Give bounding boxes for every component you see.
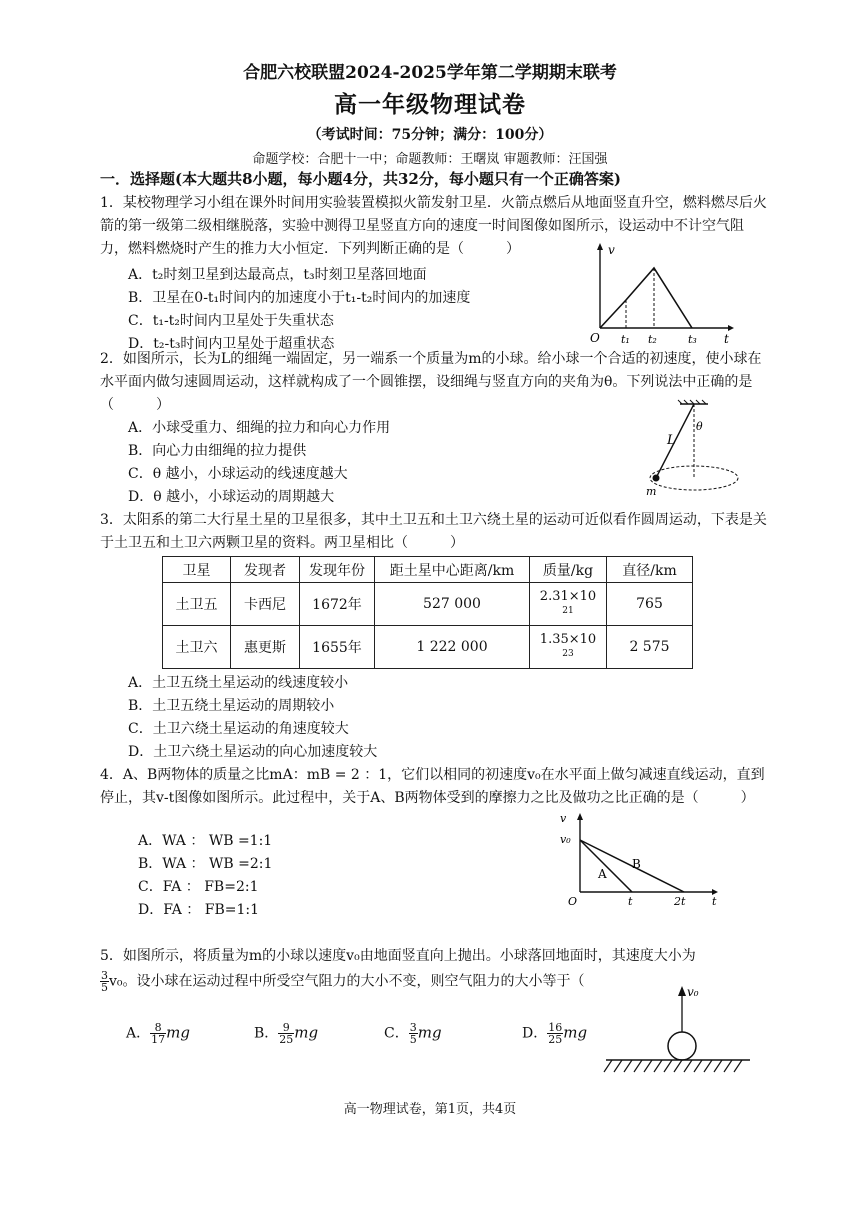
q4-v0-label: v₀ — [560, 833, 571, 846]
question-5-stem-line1: 5．如图所示，将质量为m的小球以速度v₀由地面竖直向上抛出。小球落回地面时，其速度大小为 — [100, 948, 696, 964]
exam-title: 合肥六校联盟2024-2025学年第二学期期末联考 — [243, 63, 617, 83]
mass-mantissa: 2.31×10 — [539, 589, 597, 604]
q1-t1-label: t₁ — [621, 333, 630, 346]
q4-origin-label: O — [568, 895, 578, 908]
section-heading: 一．选择题(本大题共8小题，每小题4分，共32分，每小题只有一个正确答案) — [100, 170, 621, 188]
mass-exponent: 23 — [562, 649, 574, 659]
question-5-figure — [600, 976, 756, 1080]
table-header: 发现年份 — [300, 557, 375, 583]
question-4-vt-graph — [560, 812, 726, 908]
q2-theta-label: θ — [696, 420, 703, 433]
exam-subtitle: 高一年级物理试卷 — [334, 91, 526, 118]
table-cell: 惠更斯 — [231, 626, 300, 669]
question-1-option-d: D．t₂-t₃时间内卫星处于超重状态 — [128, 336, 335, 352]
q4-t-label: t — [628, 895, 633, 908]
question-4-option-b: B．WA ： WB =2:1 — [138, 856, 273, 872]
exam-info: （考试时间：75分钟；满分：100分） — [307, 127, 553, 143]
table-cell: 2 575 — [607, 626, 693, 669]
question-3-stem: 3．太阳系的第二大行星土星的卫星很多，其中土卫五和土卫六绕土星的运动可近似看作圆周运动，下表是关于土卫五和土卫六两颗卫星的资料。两卫星相比（ ） — [100, 512, 767, 551]
q1-velocity-line — [600, 268, 692, 328]
table-header: 直径/km — [607, 557, 693, 583]
q2-m-label: m — [646, 485, 657, 498]
q1-v-label: v — [608, 243, 615, 257]
table-cell: 765 — [607, 583, 693, 626]
question-1-option-c: C．t₁-t₂时间内卫星处于失重状态 — [128, 313, 334, 329]
table-cell: 527 000 — [375, 583, 530, 626]
table-cell-mass — [530, 583, 607, 626]
table-cell: 1 222 000 — [375, 626, 530, 669]
question-1-option-a: A．t₂时刻卫星到达最高点，t₃时刻卫星落回地面 — [128, 267, 427, 283]
table-cell: 1672年 — [300, 583, 375, 626]
question-1-option-b: B．卫星在0-t₁时间内的加速度小于t₁-t₂时间内的加速度 — [128, 290, 471, 306]
table-header: 距土星中心距离/km — [375, 557, 530, 583]
table-cell: 1655年 — [300, 626, 375, 669]
question-5-option-a: A． $\frac{8}{17}$ mg — [126, 1021, 190, 1046]
q4-taxis-label: t — [712, 895, 717, 908]
question-2-option-b: B．向心力由细绳的拉力提供 — [128, 443, 307, 459]
question-4-option-c: C．FA ： FB=2:1 — [138, 879, 259, 895]
q5-ground-hatching — [604, 1060, 742, 1072]
question-4-stem: 4．A、B两物体的质量之比mA：mB = 2 ：1，它们以相同的初速度v₀在水平面上做匀减速直线运动，直到停止，其v-t图像如图所示。此过程中，关于A、B两物体受到的摩擦力之比及做功之比正确的是（ ） — [100, 767, 765, 806]
question-2-option-a: A．小球受重力、细绳的拉力和向心力作用 — [128, 420, 391, 436]
q5-ball — [668, 1032, 696, 1060]
q1-t-axis-arrow — [728, 325, 734, 331]
question-2-option-d: D．θ 越小，小球运动的周期越大 — [128, 489, 335, 505]
question-3-option-d: D．土卫六绕土星运动的向心加速度较大 — [128, 744, 378, 760]
mass-exponent: 21 — [562, 606, 574, 616]
exam-authors: 命题学校：合肥十一中；命题教师：王曙岚 审题教师：汪国强 — [252, 152, 608, 167]
mass-mantissa: 1.35×10 — [539, 632, 597, 647]
table-header: 发现者 — [231, 557, 300, 583]
q1-t-label: t — [724, 332, 729, 346]
q4-v-axis-arrow — [577, 813, 583, 820]
table-row — [163, 583, 693, 626]
q4-line-A — [580, 840, 632, 892]
table-header: 质量/kg — [530, 557, 607, 583]
q4-v-label: v — [560, 812, 567, 825]
question-4-option-a: A．WA ： WB =1:1 — [138, 833, 273, 849]
question-3-option-a: A．土卫五绕土星运动的线速度较小 — [128, 675, 349, 691]
question-2-conical-pendulum — [634, 398, 784, 504]
question-3-option-b: B．土卫五绕土星运动的周期较小 — [128, 698, 335, 714]
question-3-option-c: C．土卫六绕土星运动的角速度较大 — [128, 721, 349, 737]
table-cell: 卡西尼 — [231, 583, 300, 626]
table-header: 卫星 — [163, 557, 231, 583]
question-5-option-c: C． $\frac{3}{5}$ mg — [384, 1021, 442, 1046]
table-header-row — [163, 557, 693, 583]
table-cell: 土卫六 — [163, 626, 231, 669]
page-footer: 高一物理试卷，第1页，共4页 — [343, 1102, 517, 1117]
q1-origin-label: O — [590, 331, 600, 345]
question-4-option-d: D．FA ： FB=1:1 — [138, 902, 259, 918]
table-cell-mass — [530, 626, 607, 669]
question-2-option-c: C．θ 越小，小球运动的线速度越大 — [128, 466, 348, 482]
satellite-table — [162, 556, 693, 669]
question-1-stem: 1．某校物理学习小组在课外时间用实验装置模拟火箭发射卫星．火箭点燃后从地面竖直升空，燃料燃尽后火箭的第一级第二级相继脱落，实验中测得卫星竖直方向的速度一时间图像如图所示，设运动中不计空气阻力，燃料燃烧时产生的推力大小恒定．下列判断正确的是（ ） — [100, 195, 767, 257]
table-row — [163, 626, 693, 669]
question-5-option-b: B． $\frac{9}{25}$ mg — [254, 1021, 319, 1046]
q1-t2-label: t₂ — [648, 333, 657, 346]
question-5-stem-line2: $\frac{3}{5}$ v₀。设小球在运动过程中所受空气阻力的大小不变，则空气阻力的大小等于（ — [101, 969, 585, 994]
q2-ball — [653, 475, 660, 482]
q2-L-label: L — [667, 433, 676, 448]
question-5-option-d: D． $\frac{16}{25}$ mg — [522, 1021, 588, 1046]
question-1-vt-graph — [588, 240, 738, 350]
table-cell: 土卫五 — [163, 583, 231, 626]
q4-B-label: B — [632, 857, 641, 871]
question-2-stem: 2．如图所示，长为L的细绳一端固定，另一端系一个质量为m的小球。给小球一个合适的初速度，使小球在水平面内做匀速圆周运动，这样就构成了一个圆锥摆，设细绳与竖直方向的夹角为θ。下列说法中正确的是（ ） — [100, 351, 762, 413]
q1-v-axis-arrow — [597, 243, 603, 250]
q5-stem-fraction: $\frac{3}{5}$ — [101, 969, 108, 994]
q5-v0-label: v₀ — [687, 985, 699, 999]
q1-t3-label: t₃ — [688, 333, 697, 346]
q4-2t-label: 2t — [674, 895, 686, 908]
q4-A-label: A — [598, 867, 607, 881]
